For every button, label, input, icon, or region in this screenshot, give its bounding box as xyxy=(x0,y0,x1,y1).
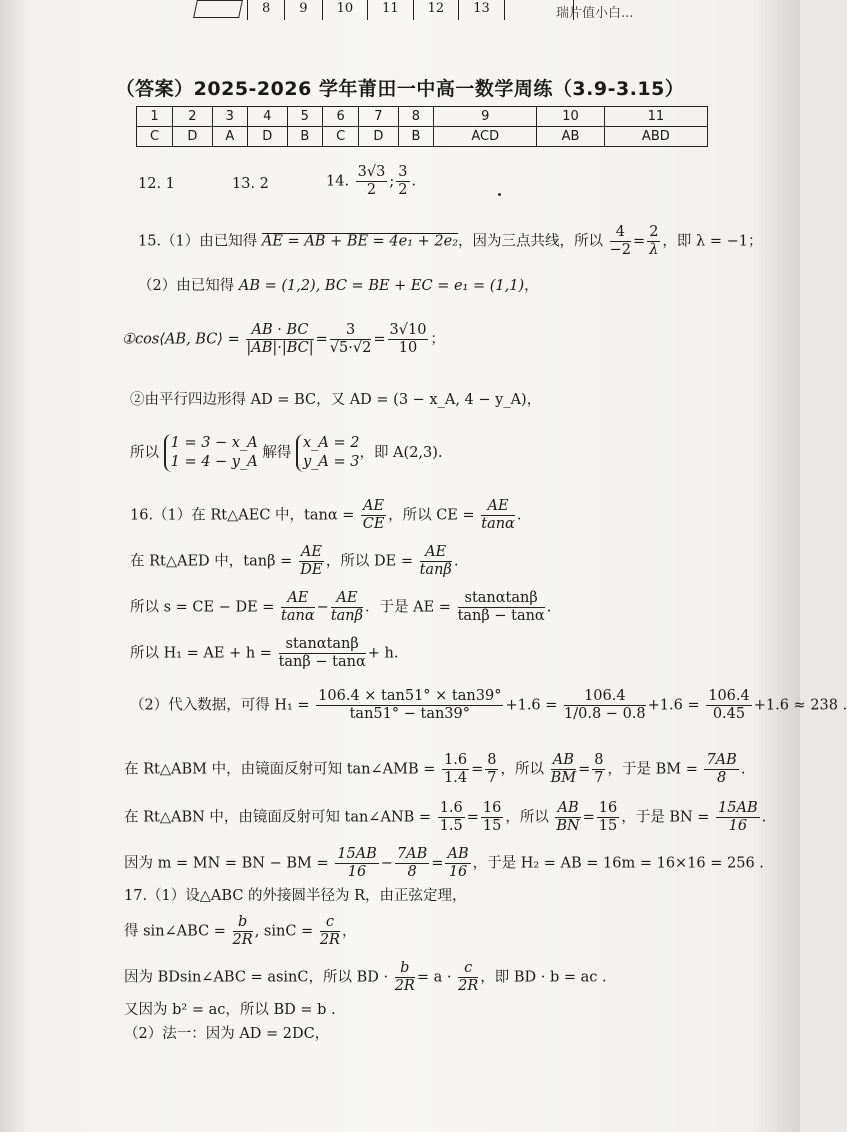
text: ，即 A(2,3). xyxy=(359,445,443,461)
numerator: 3 xyxy=(330,322,372,340)
numerator: 4 xyxy=(610,224,631,242)
q15-part1 xyxy=(138,224,762,259)
numerator: 7AB xyxy=(396,846,428,862)
top-number: 8 xyxy=(247,0,284,20)
denominator: 1/0.8 − 0.8 xyxy=(564,706,646,722)
text: = xyxy=(466,809,479,826)
text: = xyxy=(582,809,595,826)
q15-parallelogram-line: ②由平行四边形得 AD = BC，又 AD = (3 − x_A, 4 − y_A)， xyxy=(130,392,542,408)
denominator: tanβ − tanα xyxy=(278,654,366,670)
top-right-text: 瑞片值小白... xyxy=(556,6,634,21)
numerator: c xyxy=(458,960,478,978)
answer-cell: D xyxy=(359,127,398,147)
denominator: 2R xyxy=(232,932,253,948)
q16-mn-line xyxy=(124,846,764,881)
numerator: 106.4 × tan51° × tan39° xyxy=(318,688,502,704)
q15-system-line xyxy=(130,434,443,472)
fraction xyxy=(458,590,545,625)
question-number: 2 xyxy=(173,107,212,127)
answer-table-number-row xyxy=(137,107,708,127)
question-number: 4 xyxy=(248,107,287,127)
text: ，所以 xyxy=(505,809,549,826)
fraction xyxy=(279,636,366,671)
q16-part2-line xyxy=(130,688,847,723)
denominator: 7 xyxy=(594,770,604,786)
fraction xyxy=(320,914,340,949)
denominator: 10 xyxy=(398,340,418,356)
equation: 1 = 3 − x_A xyxy=(170,435,258,451)
fraction xyxy=(335,846,379,881)
fraction xyxy=(299,544,324,579)
fraction xyxy=(388,322,429,357)
text: = xyxy=(315,331,328,348)
fraction xyxy=(331,590,363,625)
fraction xyxy=(445,846,470,881)
denominator: 15 xyxy=(598,818,618,834)
denominator: 7 xyxy=(487,770,497,786)
q16-line3 xyxy=(130,590,551,625)
cut-off-mark xyxy=(193,0,243,18)
numerator: 1.6 xyxy=(439,800,463,816)
numerator: 106.4 xyxy=(564,688,646,706)
q15-cos-line xyxy=(122,322,445,357)
q16-line4 xyxy=(130,636,398,671)
text: 在 Rt△AED 中，tanβ = xyxy=(130,553,293,570)
denominator: tanβ xyxy=(419,562,452,578)
denominator: −2 xyxy=(609,242,632,258)
fraction xyxy=(592,752,605,787)
fraction xyxy=(485,752,498,787)
text: . xyxy=(761,809,767,826)
numerator: 16 xyxy=(598,800,618,816)
text: 所以 H₁ = AE + h = xyxy=(130,645,272,662)
text: ， xyxy=(524,278,539,294)
numerator: AE xyxy=(420,544,452,562)
answer-cell: ABD xyxy=(604,127,707,147)
question-number: 6 xyxy=(323,107,359,127)
denominator: tanβ xyxy=(330,608,364,624)
fraction xyxy=(438,800,465,835)
fraction xyxy=(610,224,631,259)
text: ，即 BD · b = ac . xyxy=(480,969,607,986)
numerator: AB xyxy=(551,752,577,770)
denominator: 2R xyxy=(458,978,479,994)
numerator: AE xyxy=(281,590,315,608)
text: 所以 s = CE − DE = xyxy=(130,599,275,616)
q16-line1 xyxy=(130,498,521,533)
q16-line2 xyxy=(130,544,458,579)
fraction xyxy=(316,688,503,723)
fraction xyxy=(442,752,469,787)
question-number: 10 xyxy=(537,107,604,127)
answer-cell: D xyxy=(173,127,212,147)
numerator: AB xyxy=(557,800,579,816)
numerator: b xyxy=(395,960,415,978)
fraction xyxy=(395,960,415,995)
numerator: AE xyxy=(331,590,363,608)
numerator: 8 xyxy=(594,752,604,768)
top-number: 10 xyxy=(322,0,368,20)
answer-cell: C xyxy=(323,127,359,147)
q17-line4: 又因为 b² = ac，所以 BD = b . xyxy=(124,1002,336,1018)
text: = xyxy=(373,331,386,348)
numerator: 2 xyxy=(649,224,659,240)
question-number: 3 xyxy=(212,107,247,127)
text: 因为 m = MN = BN − BM = xyxy=(124,855,329,872)
numerator: b xyxy=(233,914,253,932)
text: = xyxy=(471,761,484,778)
top-number: 9 xyxy=(284,0,321,20)
denominator: 16 xyxy=(448,864,468,880)
text: 解得 xyxy=(257,445,292,461)
question-number: 9 xyxy=(434,107,537,127)
question-number: 11 xyxy=(604,107,707,127)
q17-line1: 17.（1）设△ABC 的外接圆半径为 R，由正弦定理， xyxy=(124,888,467,904)
denominator: tanα xyxy=(481,516,515,532)
q17-line5: （2）法一：因为 AD = 2DC， xyxy=(124,1026,330,1042)
denominator: DE xyxy=(300,562,323,578)
numerator: AE xyxy=(481,498,515,516)
text: . xyxy=(453,553,459,570)
text: （2）代入数据，可得 H₁ = xyxy=(130,697,310,714)
q16-abn-line xyxy=(124,800,766,835)
answer-q14 xyxy=(326,164,416,199)
text: （2）由已知得 xyxy=(138,278,239,294)
answer-cell: B xyxy=(287,127,323,147)
question-number: 8 xyxy=(398,107,434,127)
fraction xyxy=(481,498,515,533)
q16-abm-line xyxy=(124,752,745,787)
numerator: AB xyxy=(447,846,469,862)
denominator: 1.5 xyxy=(439,818,463,834)
fraction xyxy=(555,800,580,835)
numerator: AE xyxy=(363,498,385,514)
denominator: 1.4 xyxy=(444,770,468,786)
denominator: 15 xyxy=(482,818,502,834)
answer-cell: D xyxy=(248,127,287,147)
text: ， xyxy=(341,923,357,940)
q17-line3 xyxy=(124,960,607,995)
text: , sinC = xyxy=(254,923,314,940)
answer-cell: C xyxy=(137,127,173,147)
fraction xyxy=(395,846,429,881)
q15-part2 xyxy=(138,276,539,296)
equation: 1 = 4 − y_A xyxy=(170,454,258,470)
denominator: 2 xyxy=(366,182,377,198)
fraction xyxy=(361,498,386,533)
text: = xyxy=(431,855,444,872)
answer-table-answer-row xyxy=(137,127,708,147)
answer-q13: 13. 2 xyxy=(232,176,269,192)
denominator: 2R xyxy=(319,932,340,948)
answer-cell: B xyxy=(398,127,434,147)
text: ，于是 H₂ = AB = 16m = 16×16 = 256 . xyxy=(472,855,764,872)
question-number: 1 xyxy=(137,107,173,127)
denominator: 8 xyxy=(717,770,727,786)
text: ，所以 DE = xyxy=(325,553,413,570)
math-expr: AE = AB + BE = 4e₁ + 2e₂ xyxy=(261,233,459,250)
fraction xyxy=(458,960,478,995)
denominator: 16 xyxy=(728,818,748,834)
text: 15.（1）由已知得 xyxy=(138,233,262,250)
fraction xyxy=(330,322,372,357)
separator: ; xyxy=(389,173,395,190)
answer-cell: A xyxy=(212,127,247,147)
q17-line2 xyxy=(124,914,356,949)
text: ； xyxy=(430,331,445,348)
text: ，因为三点共线，所以 xyxy=(458,233,604,250)
top-number: 12 xyxy=(413,0,459,20)
denominator: 2 xyxy=(398,182,408,198)
fraction xyxy=(481,800,503,835)
text: ，于是 BM = xyxy=(607,761,698,778)
solution-system xyxy=(296,434,360,472)
text: ，所以 xyxy=(500,761,544,778)
fraction xyxy=(716,800,760,835)
text: ，即 λ = −1； xyxy=(662,233,763,250)
top-number: 11 xyxy=(367,0,413,20)
numerator: 3√10 xyxy=(389,322,427,338)
question-number: 5 xyxy=(287,107,323,127)
text: = xyxy=(633,233,646,250)
text: +1.6 = xyxy=(647,697,700,714)
text: +1.6 ≈ 238 . xyxy=(753,697,847,714)
numerator: 3√3 xyxy=(357,164,386,180)
math-expr: AB = (1,2), BC = BE + EC = e₁ = (1,1) xyxy=(238,278,525,294)
top-number: 13 xyxy=(458,0,504,20)
denominator: BM xyxy=(550,770,577,786)
text: . xyxy=(516,507,522,524)
previous-page-edge xyxy=(195,0,574,20)
numerator: AE xyxy=(300,544,322,560)
numerator: 1.6 xyxy=(444,752,468,768)
denominator: 0.45 xyxy=(712,706,746,722)
numerator: 15AB xyxy=(337,846,377,862)
ink-dot xyxy=(498,193,501,196)
text: . xyxy=(740,761,746,778)
numerator: 7AB xyxy=(706,752,737,768)
fraction xyxy=(281,590,315,625)
denominator: 8 xyxy=(407,864,417,880)
numerator: AB · BC xyxy=(246,322,313,340)
numerator: 8 xyxy=(487,752,497,768)
period: . xyxy=(411,173,417,190)
answer-cell: ACD xyxy=(434,127,537,147)
equation: y_A = 3 xyxy=(302,454,360,470)
text: ，所以 CE = xyxy=(388,507,475,524)
equation: x_A = 2 xyxy=(302,435,360,451)
fraction xyxy=(396,164,409,199)
numerator: 106.4 xyxy=(708,688,750,704)
text: = a · xyxy=(416,969,452,986)
answer-q12: 12. 1 xyxy=(138,176,175,192)
denominator: CE xyxy=(362,516,385,532)
fraction xyxy=(564,688,646,723)
denominator: tanα xyxy=(281,608,315,624)
denominator: λ xyxy=(649,242,659,258)
text: − xyxy=(316,599,329,616)
fraction xyxy=(246,322,313,357)
text: 16.（1）在 Rt△AEC 中，tanα = xyxy=(130,507,355,524)
fraction xyxy=(551,752,577,787)
fraction xyxy=(420,544,452,579)
numerator: stanαtanβ xyxy=(279,636,366,654)
text: . xyxy=(546,599,552,616)
denominator: |AB|·|BC| xyxy=(246,340,314,356)
text: 得 sin∠ABC = xyxy=(124,923,226,940)
denominator: BN xyxy=(556,818,580,834)
text: +1.6 = xyxy=(505,697,558,714)
denominator: tanβ − tanα xyxy=(457,608,545,624)
math-expr: ①cos⟨AB, BC⟩ = xyxy=(122,331,240,348)
numerator: 3 xyxy=(398,164,408,180)
fraction xyxy=(597,800,619,835)
numerator: stanαtanβ xyxy=(458,590,545,608)
numerator: 16 xyxy=(482,800,502,816)
text: 在 Rt△ABN 中，由镜面反射可知 tan∠ANB = xyxy=(124,809,432,826)
equation-system xyxy=(164,434,258,472)
text: − xyxy=(380,855,393,872)
answer-cell: AB xyxy=(537,127,604,147)
denominator: tan51° − tan39° xyxy=(349,706,470,722)
text: 在 Rt△ABM 中，由镜面反射可知 tan∠AMB = xyxy=(124,761,436,778)
numerator: c xyxy=(320,914,340,932)
fraction xyxy=(356,164,388,199)
fraction xyxy=(647,224,660,259)
q14-label: 14. xyxy=(326,173,350,190)
text: ．于是 AE = xyxy=(365,599,451,616)
numerator: 15AB xyxy=(718,800,758,816)
page-title: （答案）2025-2026 学年莆田一中高一数学周练（3.9-3.15） xyxy=(115,78,685,100)
fraction xyxy=(704,752,738,787)
question-number: 7 xyxy=(359,107,398,127)
fraction xyxy=(233,914,253,949)
denominator: 16 xyxy=(347,864,367,880)
answer-table xyxy=(136,106,708,147)
text: + h. xyxy=(367,645,399,662)
text: 因为 BDsin∠ABC = asinC，所以 BD · xyxy=(124,969,389,986)
text: 所以 xyxy=(130,445,159,461)
denominator: √5·√2 xyxy=(329,340,372,356)
fraction xyxy=(706,688,752,723)
text: = xyxy=(578,761,591,778)
text: ，于是 BN = xyxy=(621,809,710,826)
denominator: 2R xyxy=(394,978,415,994)
